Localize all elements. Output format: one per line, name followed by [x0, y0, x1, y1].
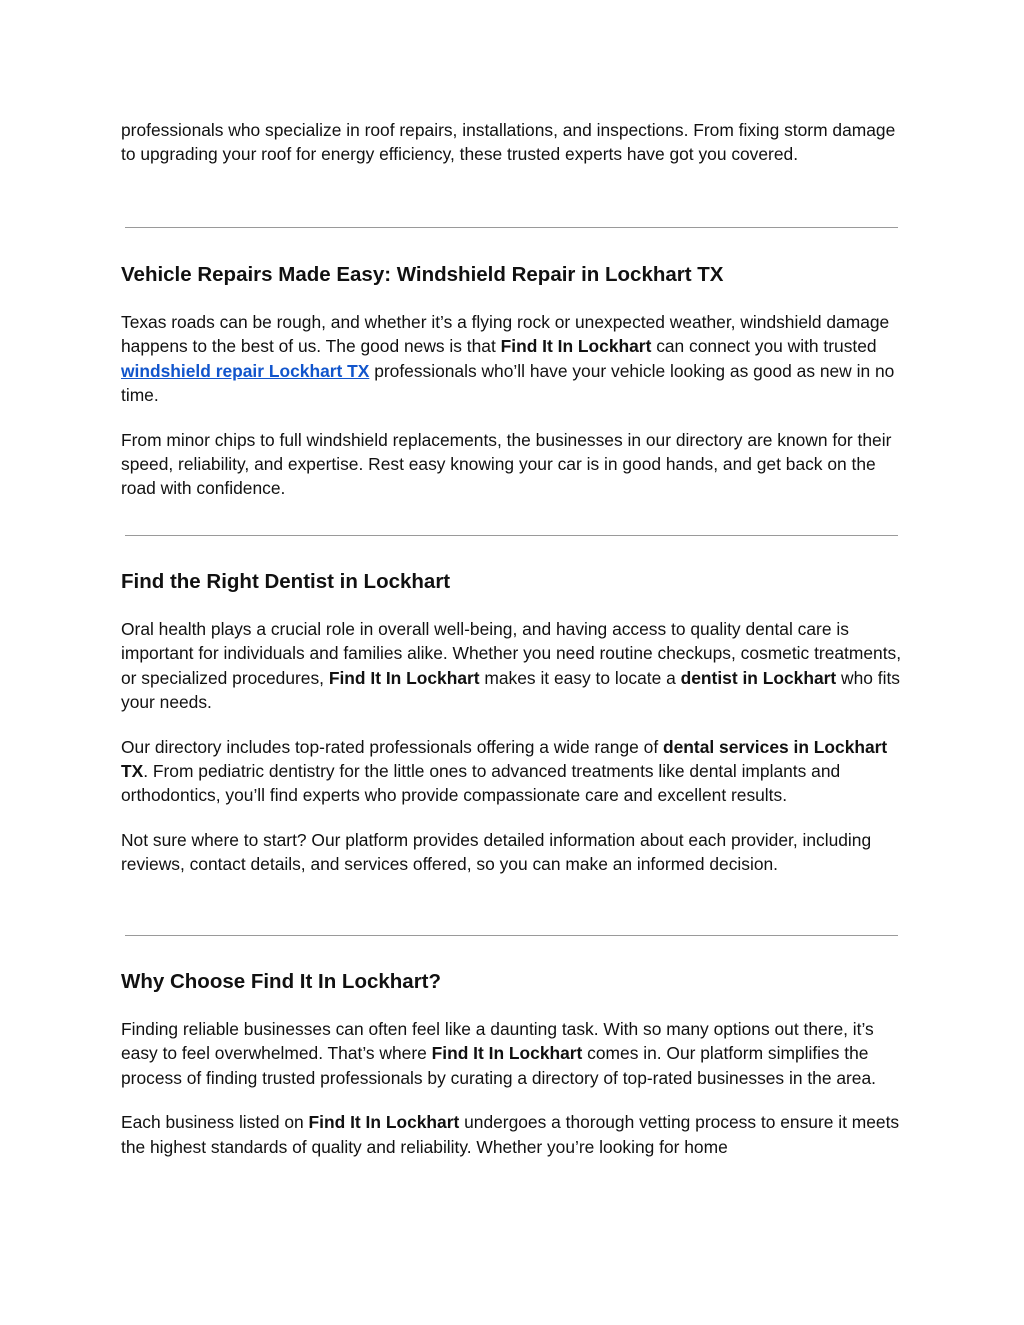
intro-section — [121, 118, 911, 167]
dentist-section — [121, 568, 911, 877]
section-divider — [125, 227, 898, 228]
why-heading: Why Choose Find It In Lockhart? — [121, 970, 442, 993]
dentist-paragraph-3: Not sure where to start? Our platform provides detailed information about each provider, including reviews, contact details, and services offered, so you can make an informed decision. — [121, 829, 872, 875]
section-divider — [125, 935, 898, 936]
windshield-paragraph-1: Texas roads can be rough, and whether it’s a flying rock or unexpected weather, windshield damage happens to the best of us. The good news is that Find It In Lockhart can connect you with trusted windshield repair Lockhart TX professionals who’ll have your vehicle looking as good as new in no time. — [121, 312, 895, 406]
dentist-paragraph-1: Oral health plays a crucial role in overall well-being, and having access to quality dental care is important for individuals and families alike. Whether you need routine checkups, cosmetic treatments, or specialized procedures, Find It In Lockhart makes it easy to locate a dentist in Lockhart who fits your needs. — [121, 619, 902, 713]
windshield-heading: Vehicle Repairs Made Easy: Windshield Repair in Lockhart TX — [121, 263, 724, 286]
windshield-repair-link[interactable]: windshield repair Lockhart TX — [121, 360, 370, 381]
why-section — [121, 968, 911, 1159]
why-paragraph-2: Each business listed on Find It In Lockhart undergoes a thorough vetting process to ensure it meets the highest standards of quality and reliability. Whether you’re looking for home — [121, 1112, 900, 1157]
dentist-heading: Find the Right Dentist in Lockhart — [121, 570, 451, 593]
windshield-section — [121, 261, 911, 501]
why-paragraph-1: Finding reliable businesses can often feel like a daunting task. With so many options out there, it’s easy to feel overwhelmed. That’s where Find It In Lockhart comes in. Our platform simplifies the process of finding trusted professionals by curating a directory of top-rated businesses in the area. — [121, 1019, 876, 1088]
dentist-paragraph-2: Our directory includes top-rated professionals offering a wide range of dental services in Lockhart TX. From pediatric dentistry for the little ones to advanced treatments like dental implants and orthodontics, you’ll find experts who provide compassionate care and excellent results. — [121, 736, 888, 806]
windshield-paragraph-2: From minor chips to full windshield replacements, the businesses in our directory are known for their speed, reliability, and expertise. Rest easy knowing your car is in good hands, and get back on the road with confidence. — [121, 429, 892, 499]
intro-paragraph: professionals who specialize in roof repairs, installations, and inspections. From fixing storm damage to upgrading your roof for energy efficiency, these trusted experts have got you covered. — [121, 120, 896, 165]
section-divider — [125, 535, 898, 536]
